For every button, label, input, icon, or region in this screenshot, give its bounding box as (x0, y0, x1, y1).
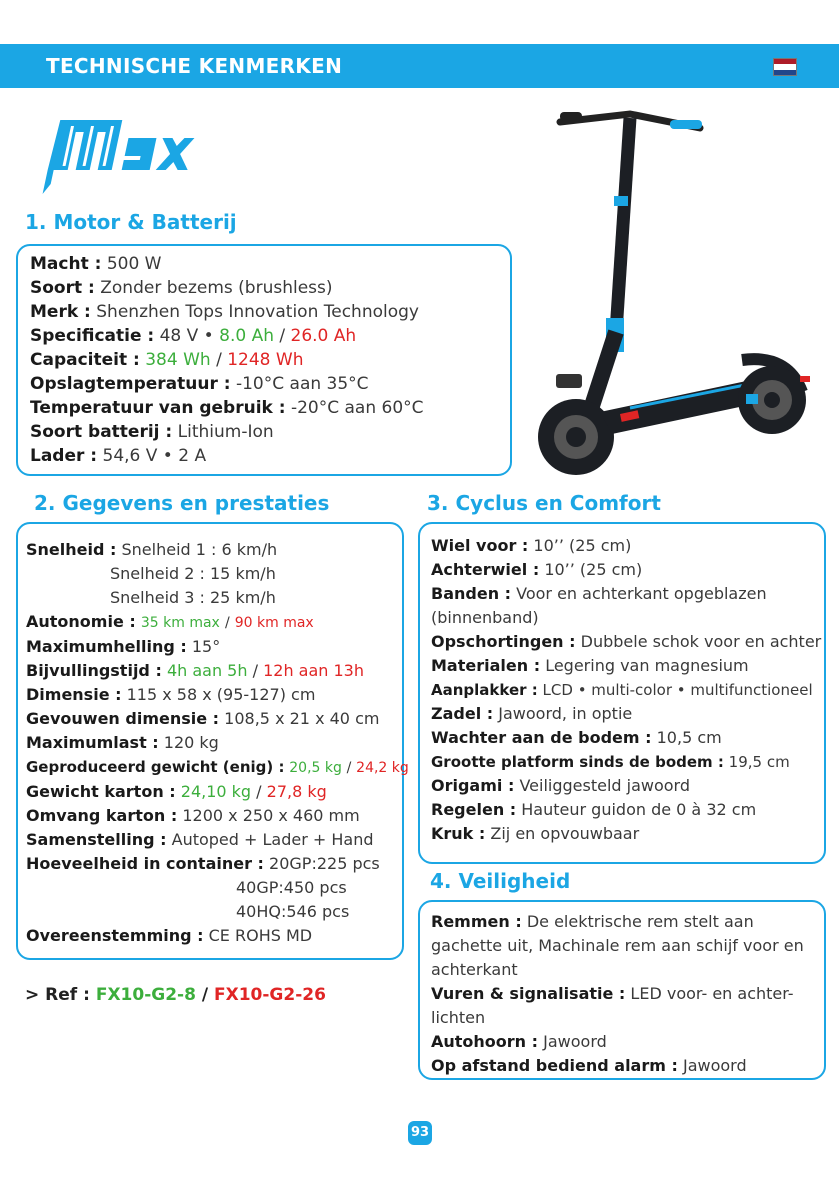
kruk-key: Kruk : (431, 824, 486, 843)
section-veiligheid-title: 4. Veiligheid (430, 869, 571, 893)
snelheid-2: Snelheid 2 : 15 km/h (110, 564, 276, 583)
spec-key: Specificatie : (30, 326, 155, 346)
gewicht-karton-green: 24,10 kg (180, 782, 252, 801)
vuren-key: Vuren & signalisatie : (431, 984, 626, 1003)
origami-value: Veiliggesteld jawoord (519, 776, 690, 795)
section-cyclus-box (418, 522, 826, 864)
merk-value: Shenzhen Tops Innovation Technology (96, 302, 419, 322)
gewicht-karton-red: 27,8 kg (266, 782, 327, 801)
section-veiligheid-box (418, 900, 826, 1080)
snelheid-3: Snelheid 3 : 25 km/h (110, 588, 276, 607)
origami-key: Origami : (431, 776, 515, 795)
gewicht-key: Geproduceerd gewicht (enig) : (26, 758, 285, 776)
section-cyclus-title: 3. Cyclus en Comfort (427, 491, 661, 515)
netherlands-flag-icon (773, 58, 797, 76)
section-gegevens-title: 2. Gegevens en prestaties (34, 491, 330, 515)
merk-key: Merk : (30, 302, 91, 322)
lader-key: Lader : (30, 446, 98, 466)
banden-value: Voor en achterkant opgeblazen (binnenband) (431, 584, 767, 627)
page-title: TECHNISCHE KENMERKEN (46, 54, 343, 78)
dimensie-key: Dimensie : (26, 685, 122, 704)
wachter-key: Wachter aan de bodem : (431, 728, 652, 747)
autohoorn-key: Autohoorn : (431, 1032, 539, 1051)
section-gegevens-box (16, 522, 409, 960)
remmen-value: De elektrische rem stelt aan gachette uit, Machinale rem aan schijf voor en achterkant (431, 912, 804, 979)
macht-value: 500 W (106, 254, 162, 274)
regelen-key: Regelen : (431, 800, 517, 819)
grootte-value: 19,5 cm (728, 753, 790, 771)
ref-red: FX10-G2-26 (214, 985, 326, 1005)
materialen-value: Legering van magnesium (545, 656, 749, 675)
bijvulling-sep: / (252, 661, 258, 680)
aanplakker-key: Aanplakker : (431, 681, 538, 699)
opschortingen-key: Opschortingen : (431, 632, 576, 651)
wiel-voor-key: Wiel voor : (431, 536, 529, 555)
reference-line (25, 985, 326, 1005)
banden-key: Banden : (431, 584, 512, 603)
bijvulling-red: 12h aan 13h (263, 661, 364, 680)
achterwiel-key: Achterwiel : (431, 560, 540, 579)
macht-key: Macht : (30, 254, 102, 274)
section-motor-box (16, 244, 512, 476)
spec-green: 8.0 Ah (219, 326, 274, 346)
maxlast-value: 120 kg (163, 733, 219, 752)
bijvulling-key: Bijvullingstijd : (26, 661, 162, 680)
ref-green: FX10-G2-8 (95, 985, 196, 1005)
batterij-key: Soort batterij : (30, 422, 173, 442)
temp-key: Temperatuur van gebruik : (30, 398, 286, 418)
autohoorn-value: Jawoord (543, 1032, 607, 1051)
gewicht-karton-key: Gewicht karton : (26, 782, 176, 801)
hoeveelheid-2: 40GP:450 pcs (236, 878, 347, 897)
opslag-key: Opslagtemperatuur : (30, 374, 231, 394)
snelheid-key: Snelheid : (26, 540, 117, 559)
soort-value: Zonder bezems (brushless) (100, 278, 333, 298)
autonomie-key: Autonomie : (26, 612, 136, 631)
opslag-value: -10°C aan 35°C (235, 374, 369, 394)
spec-red: 26.0 Ah (290, 326, 357, 346)
ref-prefix: > Ref : (25, 985, 90, 1005)
grootte-key: Grootte platform sinds de bodem : (431, 753, 724, 771)
samenstelling-key: Samenstelling : (26, 830, 167, 849)
capaciteit-green: 384 Wh (145, 350, 211, 370)
spec-value: 48 V • (159, 326, 214, 346)
gewicht-karton-sep: / (256, 782, 262, 801)
alarm-key: Op afstand bediend alarm : (431, 1056, 678, 1075)
overeenstemming-value: CE ROHS MD (208, 926, 313, 945)
achterwiel-value: 10’’ (25 cm) (544, 560, 643, 579)
helling-value: 15° (191, 637, 221, 656)
regelen-value: Hauteur guidon de 0 à 32 cm (521, 800, 757, 819)
wachter-value: 10,5 cm (656, 728, 722, 747)
scooter-image (520, 92, 830, 477)
max-logo (40, 112, 200, 194)
gevouwen-key: Gevouwen dimensie : (26, 709, 220, 728)
remmen-key: Remmen : (431, 912, 522, 931)
lader-value: 54,6 V • 2 A (102, 446, 207, 466)
alarm-value: Jawoord (682, 1056, 747, 1075)
omvang-value: 1200 x 250 x 460 mm (182, 806, 360, 825)
zadel-value: Jawoord, in optie (498, 704, 633, 723)
bijvulling-green: 4h aan 5h (166, 661, 248, 680)
hoeveelheid-1: 20GP:225 pcs (269, 854, 380, 873)
opschortingen-value: Dubbele schok voor en achter (580, 632, 822, 651)
header-bar (0, 44, 839, 88)
maxlast-key: Maximumlast : (26, 733, 159, 752)
hoeveelheid-3: 40HQ:546 pcs (236, 902, 350, 921)
spec-sep: / (279, 326, 286, 346)
kruk-value: Zij en opvouwbaar (490, 824, 640, 843)
overeenstemming-key: Overeenstemming : (26, 926, 204, 945)
gewicht-sep: / (346, 760, 352, 776)
autonomie-red: 90 km max (234, 615, 314, 631)
helling-key: Maximumhelling : (26, 637, 187, 656)
batterij-value: Lithium-Ion (177, 422, 274, 442)
dimensie-value: 115 x 58 x (95-127) cm (126, 685, 316, 704)
soort-key: Soort : (30, 278, 95, 298)
capaciteit-red: 1248 Wh (227, 350, 304, 370)
section-motor-title: 1. Motor & Batterij (25, 210, 237, 234)
materialen-key: Materialen : (431, 656, 541, 675)
gewicht-green: 20,5 kg (289, 760, 342, 776)
wiel-voor-value: 10’’ (25 cm) (533, 536, 632, 555)
omvang-key: Omvang karton : (26, 806, 178, 825)
autonomie-green: 35 km max (140, 615, 220, 631)
ref-sep: / (201, 985, 209, 1005)
samenstelling-value: Autoped + Lader + Hand (171, 830, 374, 849)
capaciteit-sep: / (216, 350, 222, 370)
hoeveelheid-key: Hoeveelheid in container : (26, 854, 264, 873)
zadel-key: Zadel : (431, 704, 494, 723)
snelheid-1: Snelheid 1 : 6 km/h (121, 540, 278, 559)
gevouwen-value: 108,5 x 21 x 40 cm (224, 709, 380, 728)
capaciteit-key: Capaciteit : (30, 350, 140, 370)
vuren-value: LED voor- en achter- lichten (431, 984, 794, 1027)
autonomie-sep: / (224, 615, 230, 631)
gewicht-red: 24,2 kg (356, 760, 409, 776)
temp-value: -20°C aan 60°C (290, 398, 424, 418)
aanplakker-value: LCD • multi-color • multifunctioneel (542, 681, 813, 699)
page-number: 93 (408, 1121, 432, 1145)
